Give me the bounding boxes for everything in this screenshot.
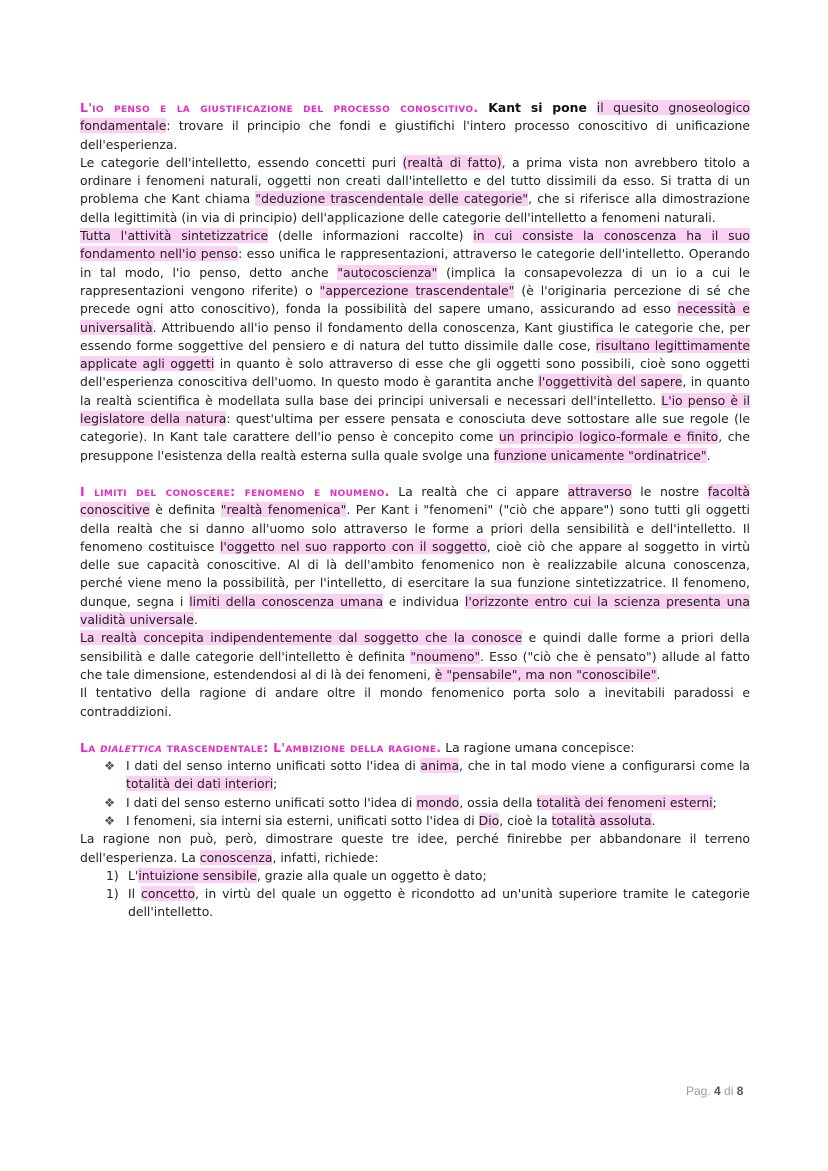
section-title-io-penso: L'io penso e la giustificazione del processo conoscitivo. [80, 100, 479, 115]
list-number: 1) [106, 867, 119, 883]
highlight: un principio logico-formale e finito [498, 429, 719, 445]
section-gap [80, 721, 750, 739]
highlight: La realtà concepita indipendentemente dal soggetto che la conosce [80, 630, 523, 646]
list-item: ❖ I fenomeni, sia interni sia esterni, unificati sotto l'idea di Dio, cioè la totalità assoluta. [104, 812, 750, 830]
highlight: limiti della conoscenza umana [189, 593, 384, 609]
highlight: "realtà fenomenica" [220, 502, 347, 518]
highlight: è "pensabile", ma non "conoscibile" [434, 666, 657, 682]
diamond-bullet-icon: ❖ [104, 794, 116, 810]
section-gap [80, 465, 750, 483]
highlight: "appercezione trascendentale" [319, 282, 515, 298]
section-title-limiti: I limiti del conoscere: fenomeno e noumeno. [80, 483, 390, 499]
highlight: concetto [141, 886, 196, 902]
list-number: 1) [106, 886, 119, 902]
section-title-dialettica: La dialettica trascendentale: L'ambizione della ragione. [80, 739, 442, 755]
highlight: totalità dei dati interiori [126, 776, 274, 792]
highlight: totalità assoluta [551, 812, 652, 828]
highlight: risultano legittimamente applicate agli oggetti [80, 337, 750, 372]
highlight: l'oggettività del sapere [538, 374, 683, 390]
section-io-penso-paragraph-3: Tutta l'attività sintetizzatrice (delle informazioni raccolte) in cui consiste la conoscenza ha il suo fondamento nell'io penso: esso unifica le rappresentazioni, attraverso le categorie dell'intelletto. Operando in tal modo, l'io penso, detto anche "autocoscienza" (implica la consapevolezza di un io a cui le rappresentazioni vengono riferite) o "appercezione trascendentale" (è l'originaria percezione di sé che precede ogni atto conoscitivo), fonda la possibilità del sapere umano, assicurando ad esso necessità e universalità. Attribuendo all'io penso il fondamento della conoscenza, Kant giustifica le categorie che, per essendo forme soggettive del pensiero e di natura del tutto dissimile dalle cose, risultano legittimamente applicate agli oggetti in quanto è solo attraverso di esse che gli oggetti sono possibili, cioè sono oggetti dell'esperienza conoscitiva dell'uomo. In questo modo è garantita anche l'oggettività del sapere, in quanto la realtà scientifica è modellata sulla base dei principi universali e necessari dell'intelletto. L'io penso è il legislatore della natura: quest'ultima per essere pensata e conosciuta deve sottostare alle sue regole (le categorie). In Kant tale carattere dell'io penso è concepito come un principio logico-formale e finito, che presuppone l'esistenza della realtà esterna sulla quale svolge una funzione unicamente "ordinatrice". [80, 228, 751, 463]
highlight: in cui consiste la conoscenza ha il suo fondamento nell'io penso [80, 228, 750, 262]
section-limiti-paragraph-1: I limiti del conoscere: fenomeno e noumeno. La realtà che ci appare attraverso le nostre facoltà conoscitive è definita "realtà fenomenica". Per Kant i "fenomeni" ("ciò che appare") sono tutti gli oggetti della realtà che si danno all'uomo solo attraverso le forme a priori della sensibilità e dell'intelletto. Il fenomeno costituisce l'oggetto nel suo rapporto con il soggetto, cioè ciò che appare al soggetto in virtù delle sue capacità conoscitive. Al di là dell'ambito fenomenico non è realizzabile alcuna conoscenza, perché viene meno la possibilità, per l'intelletto, di esercitare la sua funzione sintetizzatrice. Il fenomeno, dunque, segna i limiti della conoscenza umana e individua l'orizzonte entro cui la scienza presenta una validità universale. [80, 483, 751, 628]
list-item: ❖ I dati del senso esterno unificati sotto l'idea di mondo, ossia della totalità dei fenomeni esterni; [104, 794, 750, 812]
highlight: attraverso [567, 483, 632, 499]
highlight: l'orizzonte entro cui la scienza presenta una validità universale [80, 593, 750, 628]
highlight: mondo [416, 794, 460, 810]
list-item: 1) L'intuizione sensibile, grazie alla quale un oggetto è dato; [106, 867, 750, 885]
highlight: "noumeno" [410, 648, 481, 664]
ideas-list [80, 757, 750, 830]
section-limiti-paragraph-3: Il tentativo della ragione di andare oltre il mondo fenomenico porta solo a inevitabili paradossi e contraddizioni. [80, 685, 750, 719]
highlight: "deduzione trascendentale delle categorie" [255, 191, 529, 207]
list-item: ❖ I dati del senso interno unificati sotto l'idea di anima, che in tal modo viene a configurarsi come la totalità dei dati interiori; [104, 758, 750, 792]
page-number: Pag. 4 di 8 [686, 1084, 744, 1098]
section-limiti-paragraph-2: La realtà concepita indipendentemente dal soggetto che la conosce e quindi dalle forme a priori della sensibilità e dalle categorie dell'intelletto è definita "noumeno". Esso ("ciò che è pensato") allude al fatto che tale dimensione, estendendosi al di là dei fenomeni, è "pensabile", ma non "conoscibile". [80, 630, 750, 682]
page-content [80, 99, 750, 922]
section-io-penso-paragraph-1: L'io penso e la giustificazione del processo conoscitivo. Kant si pone il quesito gnoseologico fondamentale: trovare il principio che fondi e giustifichi l'intero processo conoscitivo di unificazione dell'esperienza. [80, 100, 750, 152]
highlight: intuizione sensibile [138, 867, 257, 883]
highlight: (realtà di fatto) [402, 154, 502, 170]
highlight: anima [420, 758, 460, 774]
highlight: L'io penso è il legislatore della natura [80, 392, 750, 427]
highlight: il quesito gnoseologico fondamentale [80, 100, 750, 134]
highlight: totalità dei fenomeni esterni [536, 794, 713, 810]
highlight: l'oggetto nel suo rapporto con il soggetto [219, 538, 487, 554]
requirements-list [80, 867, 750, 922]
list-item: 1) Il concetto, in virtù del quale un oggetto è ricondotto ad un'unità superiore tramite le categorie dell'intelletto. [106, 886, 750, 920]
highlight: funzione unicamente "ordinatrice" [493, 447, 707, 463]
diamond-bullet-icon: ❖ [104, 758, 116, 774]
highlight: Tutta l'attività sintetizzatrice [80, 228, 269, 244]
highlight: facoltà conoscitive [80, 483, 751, 518]
section-io-penso-paragraph-2: Le categorie dell'intelletto, essendo concetti puri (realtà di fatto), a prima vista non avrebbero titolo a ordinare i fenomeni naturali, oggetti non creati dall'intelletto e del tutto dissimili da esso. Si tratta di un problema che Kant chiama "deduzione trascendentale delle categorie", che si riferisce alla dimostrazione della legittimità (in via di principio) dell'applicazione delle categorie dell'intelletto a fenomeni naturali. [80, 154, 751, 225]
section-dialettica-intro: La dialettica trascendentale: L'ambizione della ragione. La ragione umana concepisce: [80, 739, 635, 755]
highlight: Dio [478, 812, 500, 828]
section-dialettica-paragraph-2: La ragione non può, però, dimostrare queste tre idee, perché finirebbe per abbandonare il terreno dell'esperienza. La conoscenza, infatti, richiede: [80, 831, 750, 865]
diamond-bullet-icon: ❖ [104, 812, 116, 828]
highlight: "autocoscienza" [337, 264, 438, 280]
highlight: conoscenza [199, 849, 273, 865]
highlight: necessità e universalità [80, 301, 751, 335]
